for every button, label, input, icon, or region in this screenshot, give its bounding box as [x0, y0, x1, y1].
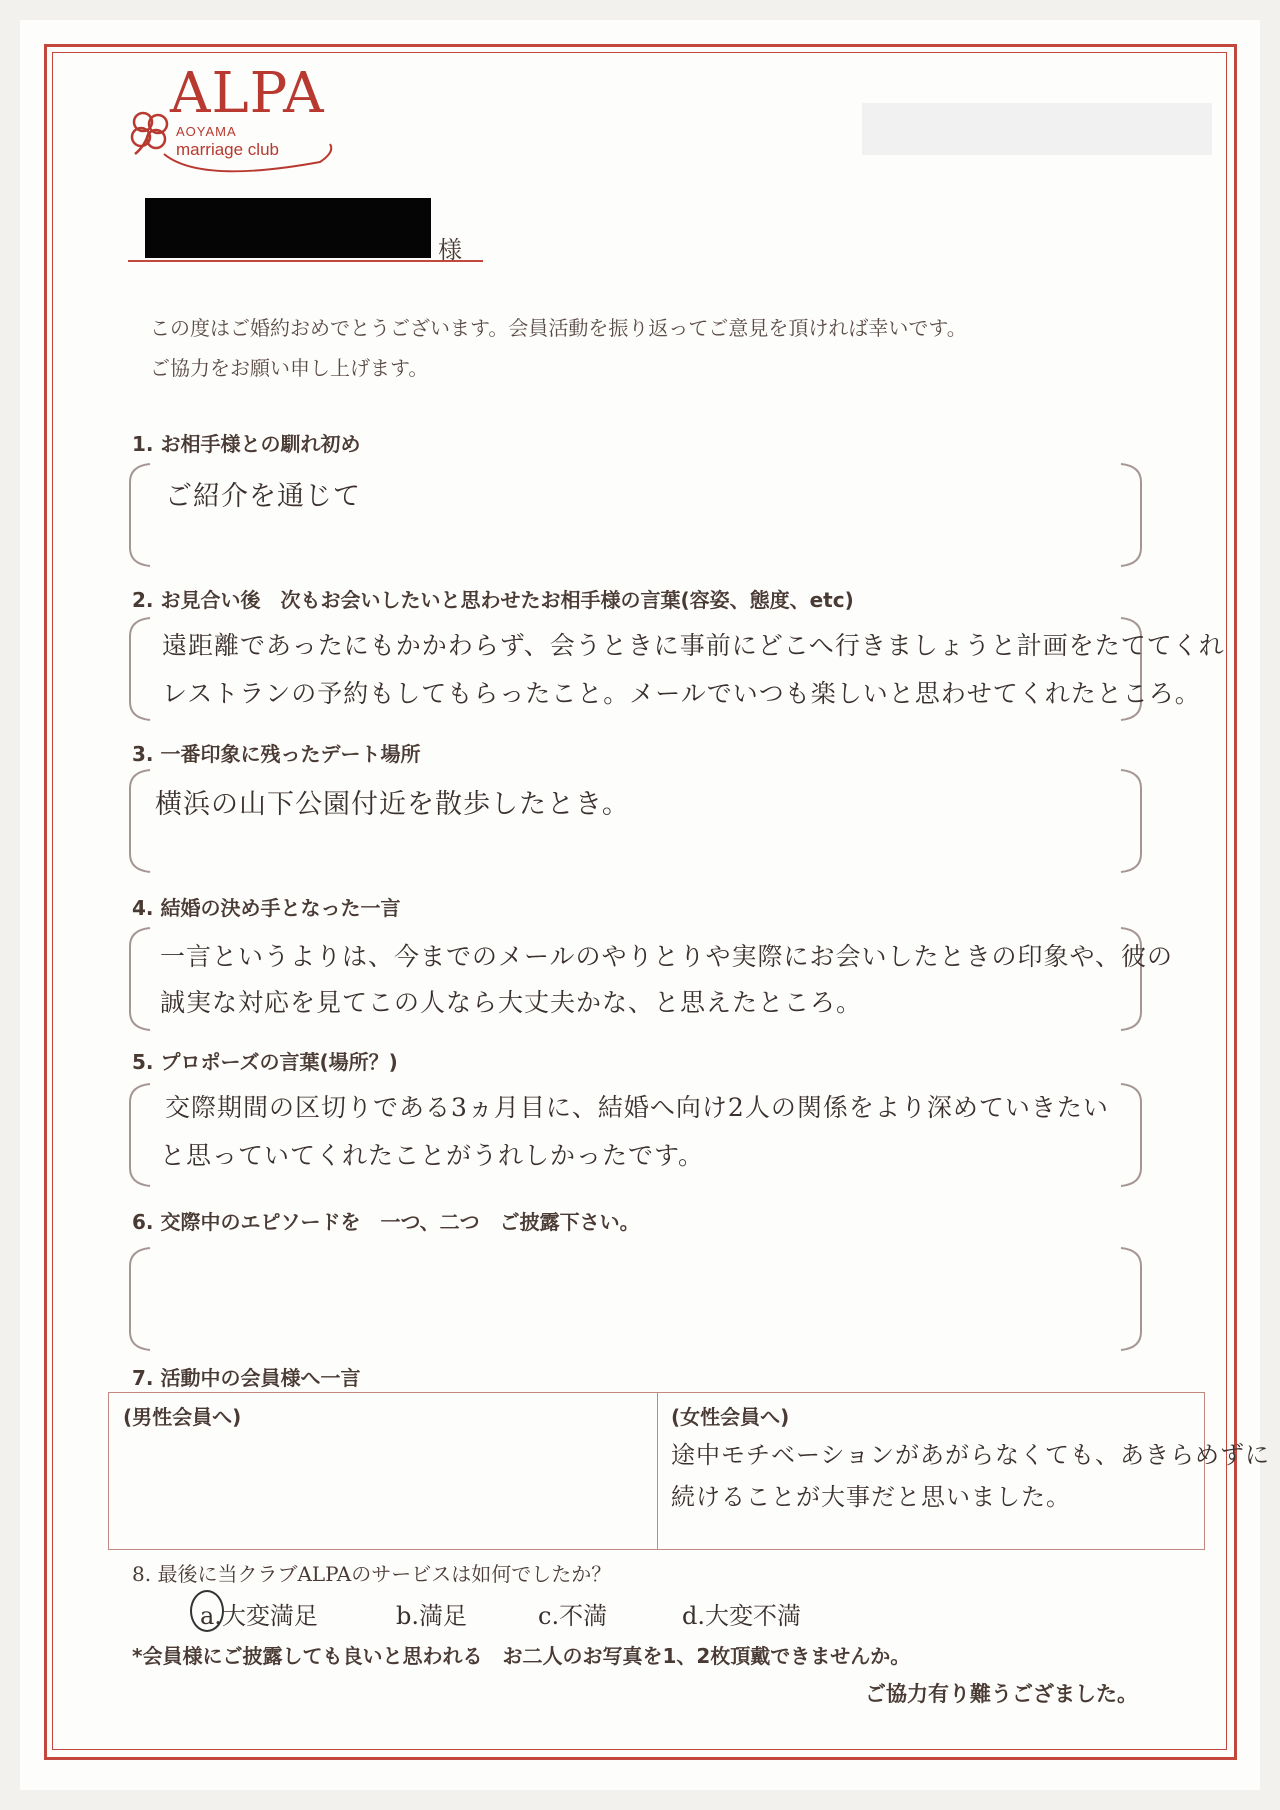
question-4-title: 4. 結婚の決め手となった一言	[132, 896, 401, 920]
female-members-line-1: 途中モチベーションがあがらなくても、あきらめずに	[671, 1441, 1271, 1469]
answer-5-line-1: 交際期間の区切りである3ヵ月目に、結婚へ向け2人の関係をより深めていきたい	[165, 1093, 1109, 1122]
member-messages-divider	[657, 1393, 658, 1549]
question-7-title: 7. 活動中の会員様へ一言	[132, 1366, 361, 1390]
answer-5-line-2: と思っていてくれたことがうれしかったです。	[160, 1141, 705, 1170]
question-3-title: 3. 一番印象に残ったデート場所	[132, 742, 421, 766]
logo-brand: ALPA	[170, 61, 325, 126]
option-c: c.不満	[538, 1602, 608, 1630]
name-underline	[128, 260, 483, 262]
question-1-title: 1. お相手様との馴れ初め	[132, 432, 361, 456]
question-6-title: 6. 交際中のエピソードを 一つ、二つ ご披露下さい。	[132, 1210, 640, 1234]
member-messages-box	[108, 1392, 1271, 1550]
option-d: d.大変不満	[682, 1602, 801, 1630]
logo-swoosh	[160, 132, 335, 182]
question-8-title: 8. 最後に当クラブALPAのサービスは如何でしたか？	[132, 1562, 612, 1586]
answer-4-line-1: 一言というよりは、今までのメールのやりとりや実際にお会いしたときの印象や、彼の	[160, 942, 1174, 971]
intro-line-1: この度はご婚約おめでとうございます。会員活動を振り返ってご意見を頂ければ幸いです。	[150, 316, 967, 340]
answer-3-line-1: 横浜の山下公園付近を散歩したとき。	[155, 789, 630, 820]
question-2-title: 2. お見合い後 次もお会いしたいと思わせたお相手様の言葉(容姿、態度、etc)	[132, 588, 854, 612]
photo-request-note: *会員様にご披露しても良いと思われる お二人のお写真を1、2枚頂戴できませんか。	[132, 1644, 911, 1668]
answer-2-line-1: 遠距離であったにもかかわらず、会うときに事前にどこへ行きましょうと計画をたててくれ	[162, 631, 1225, 660]
logo-subtitle-1: AOYAMA	[176, 124, 237, 139]
answer-2-line-2: レストランの予約もしてもらったこと。メールでいつも楽しいと思わせてくれたところ。	[162, 679, 1201, 708]
intro-line-2: ご協力をお願い申し上げます。	[150, 356, 429, 380]
option-b: b.満足	[396, 1602, 467, 1630]
intro-text	[150, 308, 967, 388]
female-members-label: (女性会員へ)	[671, 1405, 790, 1429]
alpa-logo	[120, 62, 330, 182]
male-members-label: (男性会員へ)	[123, 1405, 242, 1429]
answer-1-line-1: ご紹介を通じて	[165, 481, 361, 512]
thanks-text: ご協力有り難うござました。	[865, 1682, 1138, 1706]
logo-subtitle-2: marriage club	[176, 140, 279, 159]
question-5-title: 5. プロポーズの言葉(場所？)	[132, 1050, 398, 1074]
redacted-name	[145, 198, 431, 258]
answer-4-line-2: 誠実な対応を見てこの人なら大丈夫かな、と思えたところ。	[160, 988, 863, 1017]
honorific: 様	[438, 236, 462, 264]
answer-6-bracket	[128, 1246, 1143, 1352]
female-members-line-2: 続けることが大事だと思いました。	[671, 1483, 1071, 1511]
redacted-stamp-area	[862, 103, 1212, 155]
option-a: a.大変満足	[200, 1602, 318, 1630]
